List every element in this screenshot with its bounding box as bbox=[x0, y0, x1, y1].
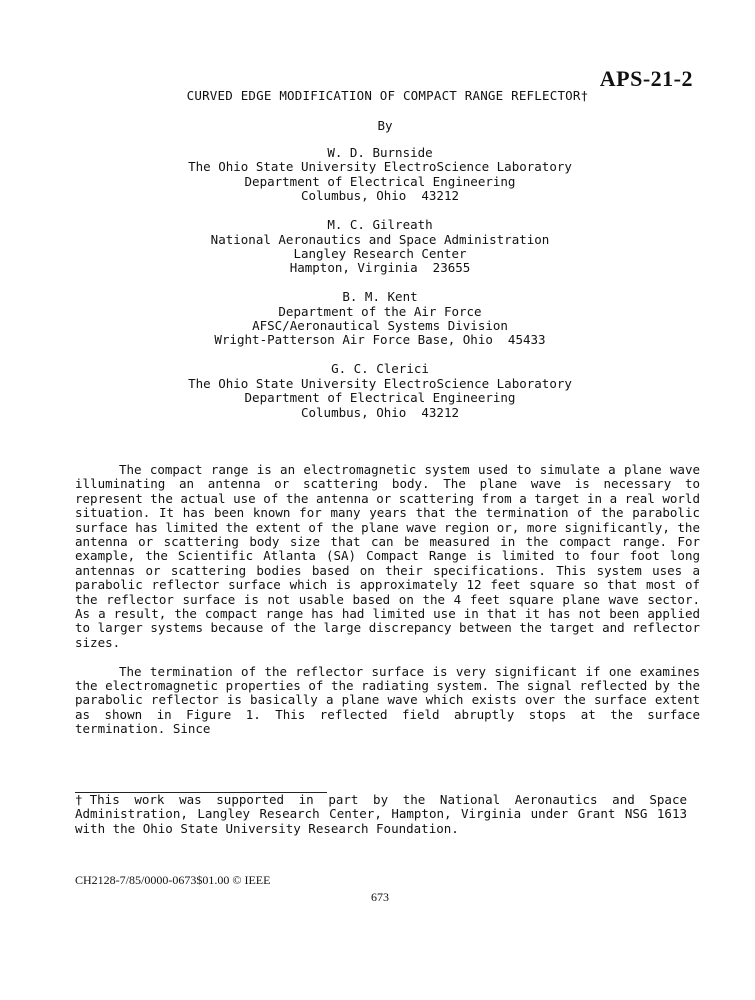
author-name: W. D. Burnside bbox=[327, 145, 433, 160]
affiliation-line: Wright-Patterson Air Force Base, Ohio 45433 bbox=[214, 332, 546, 348]
body-paragraph: The compact range is an electromagnetic system used to simulate a plane wave illuminating an antenna or scattering body. The plane wave is necessary to represent the actual use of the antenna or scattering from a target in a real world situation. It has been known for many years that the termination of the parabolic surface has limited the extent of the plane wave region or, more significantly, the antenna or scattering body size that can be measured in the compact range. For example, the Scientific Atlanta (SA) Compact Range is limited to four foot long antennas or scattering bodies based on their specifications. This system uses a parabolic reflector surface which is approximately 12 feet square so that most of the reflector surface is not usable based on the 4 feet square plane wave sector. As a result, the compact range has had limited use in that it has not been applied to larger systems because of the large discrepancy between the target and reflector sizes. bbox=[75, 462, 700, 650]
author-name: G. C. Clerici bbox=[331, 361, 429, 377]
author-name: B. M. Kent bbox=[342, 289, 418, 305]
affiliation-line: Hampton, Virginia 23655 bbox=[289, 260, 471, 276]
session-code: APS-21-2 bbox=[599, 66, 693, 91]
affiliation-line: Columbus, Ohio 43212 bbox=[300, 404, 460, 420]
affiliation-line: National Aeronautics and Space Administration bbox=[210, 231, 550, 247]
affiliation-line: The Ohio State University ElectroScience Laboratory bbox=[188, 375, 572, 391]
author-block bbox=[0, 362, 755, 420]
author-block bbox=[0, 218, 755, 276]
by-line: By bbox=[377, 118, 393, 133]
body-text bbox=[75, 463, 700, 751]
affiliation-line: Department of Electrical Engineering bbox=[244, 173, 516, 189]
affiliation-line: Langley Research Center bbox=[293, 245, 467, 261]
author-block bbox=[0, 146, 755, 204]
footnote: †This work was supported in part by the National Aeronautics and Space Administration, Langley Research Center, Hampton, Virginia under Grant NSG 1613 with the Ohio State University Research Foundation. bbox=[75, 792, 687, 836]
page-number: 673 bbox=[371, 890, 389, 904]
paper-title: CURVED EDGE MODIFICATION OF COMPACT RANGE REFLECTOR† bbox=[186, 88, 589, 103]
ieee-copyright: CH2128-7/85/0000-0673$01.00 © IEEE bbox=[75, 873, 271, 887]
affiliation-line: Columbus, Ohio 43212 bbox=[300, 188, 460, 204]
affiliation-line: The Ohio State University ElectroScience Laboratory bbox=[188, 159, 572, 175]
affiliation-line: AFSC/Aeronautical Systems Division bbox=[252, 318, 508, 334]
author-list bbox=[0, 146, 755, 435]
body-paragraph: The termination of the reflector surface is very significant if one examines the electromagnetic properties of the radiating system. The signal reflected by the parabolic reflector is basically a plane wave which exists over the surface extent as shown in Figure 1. This reflected field abruptly stops at the surface termination. Since bbox=[75, 663, 700, 737]
affiliation-line: Department of Electrical Engineering bbox=[244, 390, 516, 406]
affiliation-line: Department of the Air Force bbox=[278, 303, 482, 319]
author-block bbox=[0, 290, 755, 348]
author-name: M. C. Gilreath bbox=[327, 217, 433, 233]
